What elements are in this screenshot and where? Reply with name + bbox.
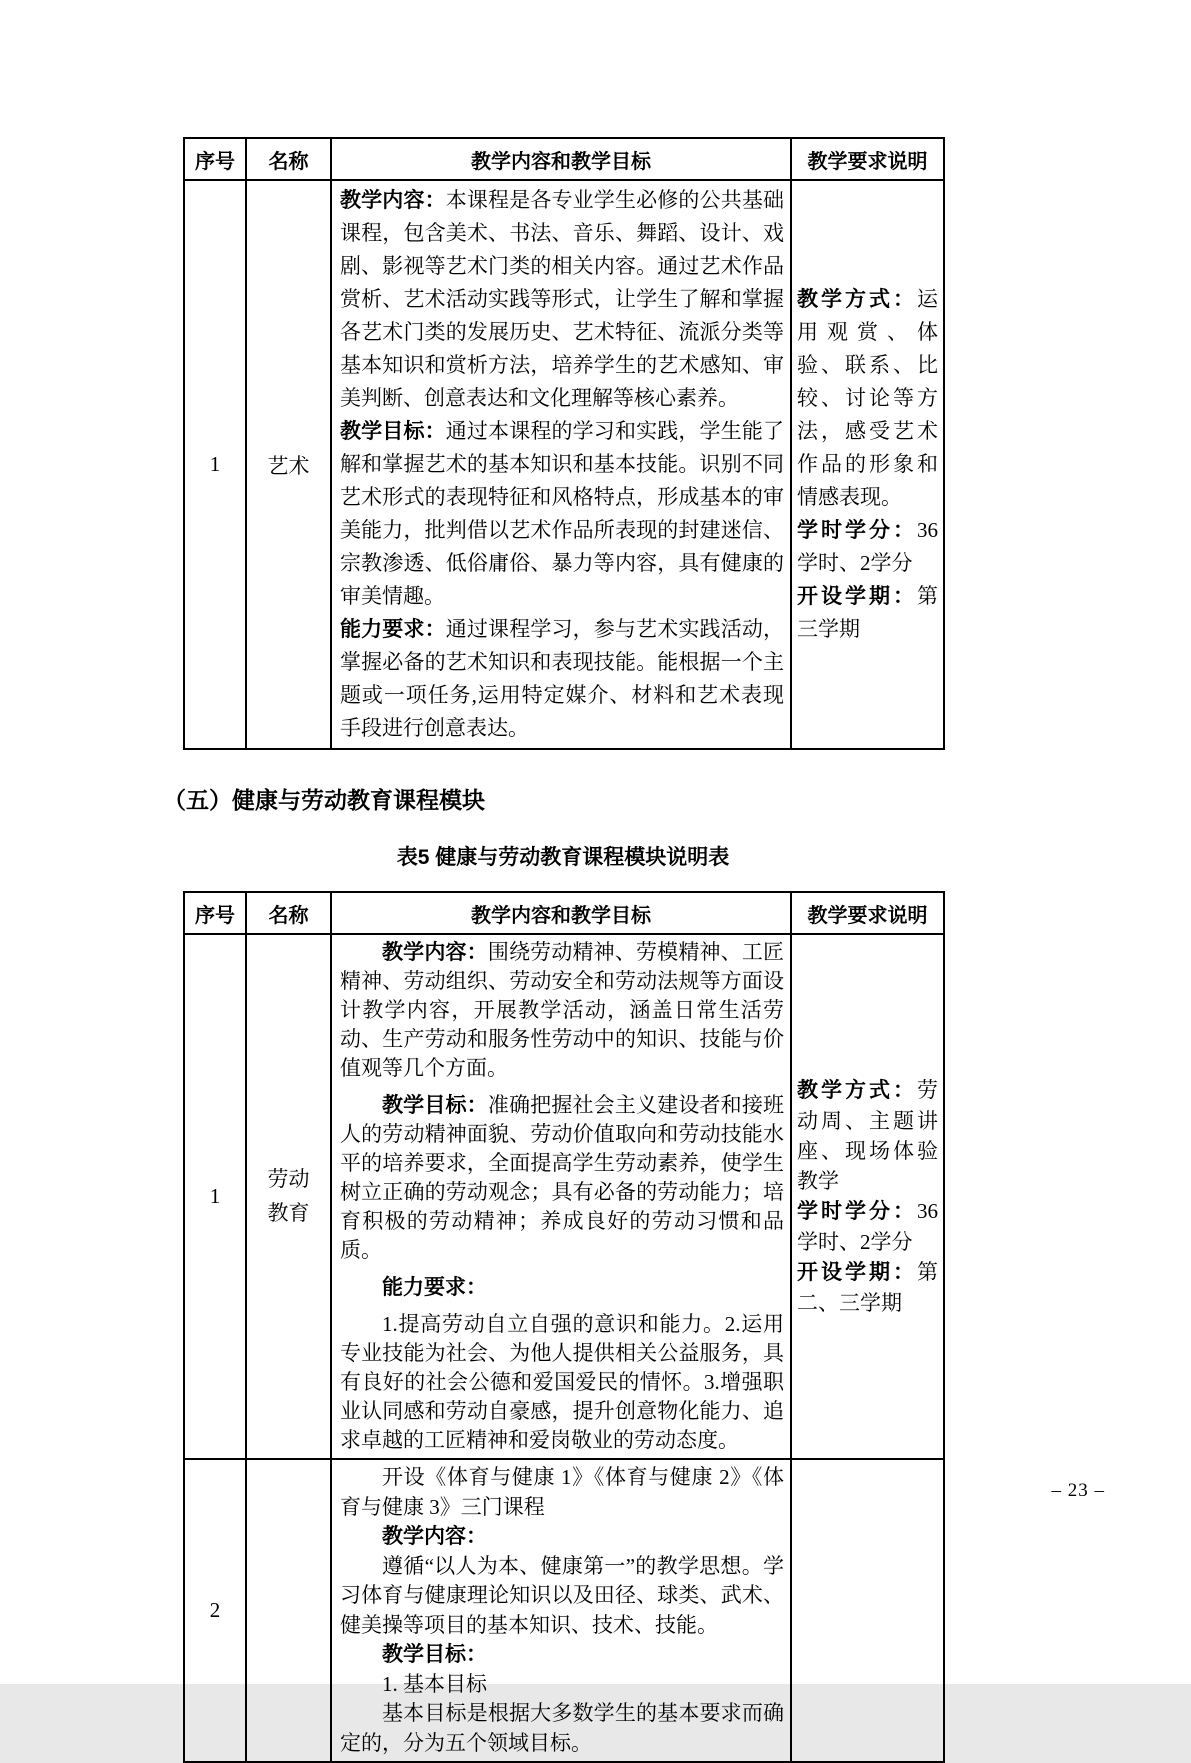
header-name: 名称 [246,892,331,934]
paragraph-text: 开设《体育与健康 1》《体育与健康 2》《体育与健康 3》三门课程 [340,1465,784,1519]
paragraph-label: 教学内容： [382,1525,487,1548]
header-requirements: 教学要求说明 [791,138,944,180]
paragraph-text: 通过课程学习，参与艺术实践活动，掌握必备的艺术知识和表现技能。能根据一个主题或一项任务,运用特定媒介、材料和艺术表现手段进行创意表达。 [340,617,784,740]
paragraph [797,283,938,514]
paragraph-text: 通过本课程的学习和实践，学生能了解和掌握艺术的基本知识和基本技能。识别不同艺术形式的表现特征和风格特点，形成基本的审美能力，批判借以艺术作品所表现的封建迷信、宗教渗透、低俗庸俗、暴力等内容，具有健康的审美情趣。 [340,419,784,608]
table-caption: 表5 健康与劳动教育课程模块说明表 [396,846,730,869]
paragraph-text: 36学时、2学分 [797,518,938,575]
paragraph [340,938,784,1083]
paragraph-text: 第二、三学期 [797,1260,938,1315]
paragraph-text: 本课程是各专业学生必修的公共基础课程，包含美术、书法、音乐、舞蹈、设计、戏剧、影视等艺术门类的相关内容。通过艺术作品赏析、艺术活动实践等形式，让学生了解和掌握各艺术门类的发展历史、艺术特征、流派分类等基本知识和赏析方法，培养学生的艺术感知、审美判断、创意表达和文化理解等核心素养。 [340,188,784,410]
paragraph-text: 36学时、2学分 [797,1199,938,1254]
paragraph-label: 能力要求： [340,618,446,641]
paragraph [340,184,784,415]
content-cell [331,1459,791,1762]
table-header-row [184,138,944,180]
table-row [184,934,944,1459]
paragraph [797,514,938,580]
paragraph-label: 学时学分： [797,1200,917,1223]
seq-cell: 1 [184,180,246,749]
header-requirements: 教学要求说明 [791,892,944,934]
paragraph-label: 教学内容： [340,189,446,212]
header-content: 教学内容和教学目标 [331,892,791,934]
requirements-cell [791,1459,944,1762]
paragraph-label: 教学目标： [382,1094,488,1117]
page-number: – 23 – [1051,1480,1105,1501]
header-seq: 序号 [184,138,246,180]
paragraph-text: 遵循“以人为本、健康第一”的教学思想。学习体育与健康理论知识以及田径、球类、武术、健美操等项目的基本知识、技术、技能。 [340,1553,784,1637]
art-course-table [183,137,945,750]
paragraph [797,1257,938,1318]
paragraph [340,1310,784,1455]
paragraph [797,1196,938,1257]
table-header-row [184,892,944,934]
paragraph-text: 运用观赏、体验、联系、比较、讨论等方法，感受艺术作品的形象和情感表现。 [797,287,938,509]
paragraph [340,1091,784,1265]
paragraph-text: 1. 基本目标 [382,1671,487,1696]
table-row [184,1459,944,1762]
paragraph [340,1273,784,1302]
header-content: 教学内容和教学目标 [331,138,791,180]
paragraph [340,1463,784,1522]
paragraph-label: 开设学期： [797,1261,917,1284]
paragraph-text: 围绕劳动精神、劳模精神、工匠精神、劳动组织、劳动安全和劳动法规等方面设计教学内容，开展教学活动，涵盖日常生活劳动、生产劳动和服务性劳动中的知识、技能与价值观等几个方面。 [340,940,785,1080]
requirements-cell [791,180,944,749]
content-cell [331,180,791,749]
paragraph [340,1640,784,1670]
paragraph-text: 劳动周、主题讲座、现场体验教学 [797,1078,938,1193]
paragraph [797,1075,938,1196]
paragraph [797,580,938,646]
paragraph-label: 教学目标： [382,1643,487,1666]
paragraph [340,1699,784,1758]
course-name: 劳动教育 [267,1166,310,1225]
paragraph [340,1670,784,1700]
health-labor-course-table [183,891,945,1763]
paragraph [340,1522,784,1552]
content-cell [331,934,791,1459]
paragraph-label: 能力要求： [382,1276,487,1299]
seq-cell: 1 [184,934,246,1459]
header-name: 名称 [246,138,331,180]
paragraph-text: 准确把握社会主义建设者和接班人的劳动精神面貌、劳动价值取向和劳动技能水平的培养要求，全面提高学生劳动素养，使学生树立正确的劳动观念；具有必备的劳动能力；培育积极的劳动精神；养成良好的劳动习惯和品质。 [340,1093,785,1262]
section-heading: （五）健康与劳动教育课程模块 [163,787,485,813]
paragraph [340,613,784,745]
course-name-cell [246,934,331,1459]
seq-cell: 2 [184,1459,246,1762]
paragraph-label: 教学方式： [797,1079,917,1102]
paragraph-text: 基本目标是根据大多数学生的基本要求而确定的，分为五个领域目标。 [340,1701,784,1755]
table-row [184,180,944,749]
header-seq: 序号 [184,892,246,934]
paragraph-label: 教学内容： [382,941,488,964]
paragraph [340,1552,784,1641]
paragraph-label: 开设学期： [797,585,917,608]
paragraph-label: 教学方式： [797,288,917,311]
paragraph-text: 第三学期 [797,584,938,641]
requirements-cell [791,934,944,1459]
paragraph-label: 教学目标： [340,420,446,443]
paragraph-text: 1.提高劳动自立自强的意识和能力。2.运用专业技能为社会、为他人提供相关公益服务，具有良好的社会公德和爱国爱民的情怀。3.增强职业认同感和劳动自豪感，提升创意物化能力、追求卓越的工匠精神和爱岗敬业的劳动态度。 [340,1312,784,1452]
paragraph [340,415,784,613]
paragraph-label: 学时学分： [797,519,917,542]
course-name-cell [246,1459,331,1762]
course-name-cell: 艺术 [246,180,331,749]
